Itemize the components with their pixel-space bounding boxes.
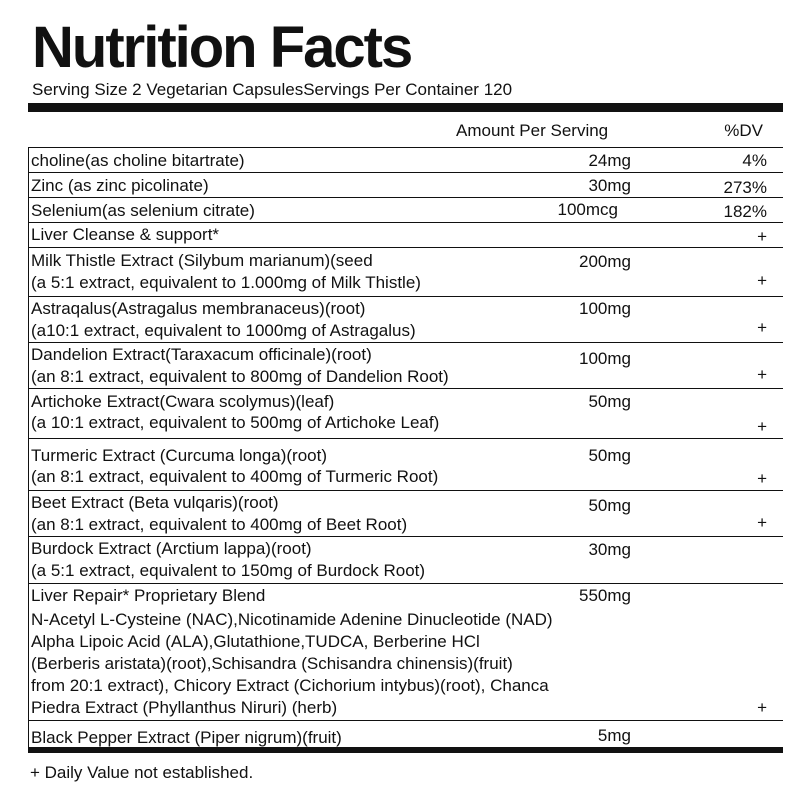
nutrient-amount: 100mg — [579, 299, 631, 318]
nutrient-row-selenium — [28, 198, 783, 222]
nutrient-name: Beet Extract (Beta vulqaris)(root) — [31, 493, 279, 512]
blend-ingredient-line: N-Acetyl L-Cysteine (NAC),Nicotinamide Adenine Dinucleotide (NAD) — [31, 610, 553, 629]
row-divider — [28, 490, 783, 491]
nutrient-amount: 5mg — [597, 726, 631, 745]
nutrient-dv: + — [757, 698, 767, 717]
nutrient-dv: + — [757, 227, 767, 246]
nutrient-detail: (a 10:1 extract, equivalent to 500mg of Artichoke Leaf) — [31, 413, 440, 432]
row-divider — [28, 247, 783, 248]
daily-value-header: %DV — [724, 121, 763, 140]
blend-ingredient-line: Alpha Lipoic Acid (ALA),Glutathione,TUDCA, Berberine HCl — [31, 632, 480, 651]
nutrient-row-choline — [28, 148, 783, 172]
bottom-thick-rule — [28, 747, 783, 753]
nutrient-dv: 4% — [742, 151, 767, 170]
nutrient-amount: 100mg — [579, 349, 631, 368]
nutrient-name: choline(as choline bitartrate) — [31, 151, 245, 170]
nutrient-dv: + — [757, 318, 767, 337]
nutrient-amount: 100mcg — [557, 200, 618, 219]
top-thick-rule — [28, 103, 783, 112]
nutrient-name: Turmeric Extract (Curcuma longa)(root) — [31, 446, 327, 465]
nutrient-detail: (a 5:1 extract, equivalent to 1.000mg of Milk Thistle) — [31, 273, 421, 292]
nutrient-detail: (an 8:1 extract, equivalent to 400mg of Beet Root) — [31, 515, 408, 534]
nutrient-dv: + — [757, 513, 767, 532]
nutrient-row-milk-thistle — [28, 248, 783, 296]
nutrient-row-turmeric — [28, 439, 783, 490]
nutrient-row-beet — [28, 491, 783, 536]
row-divider — [28, 388, 783, 389]
nutrient-name: Astraqalus(Astragalus membranaceus)(root) — [31, 299, 366, 318]
nutrient-dv: 182% — [723, 202, 767, 221]
blend-ingredient-line: from 20:1 extract), Chicory Extract (Cichorium intybus)(root), Chanca — [31, 676, 549, 695]
row-divider — [28, 296, 783, 297]
row-divider — [28, 222, 783, 223]
row-divider — [28, 197, 783, 198]
nutrient-dv: + — [757, 271, 767, 290]
nutrient-detail: (a 5:1 extract, equivalent to 150mg of Burdock Root) — [31, 561, 426, 580]
blend-ingredient-line: Piedra Extract (Phyllanthus Niruri) (herb) — [31, 698, 338, 717]
nutrient-row-astragalus — [28, 297, 783, 342]
blend-ingredient-line: (Berberis aristata)(root),Schisandra (Schisandra chinensis)(fruit) — [31, 654, 513, 673]
nutrient-name: Artichoke Extract(Cwara scolymus)(leaf) — [31, 392, 335, 411]
row-divider — [28, 147, 783, 148]
nutrient-amount: 50mg — [588, 496, 631, 515]
row-divider — [28, 720, 783, 721]
nutrient-row-liver-cleanse — [28, 223, 783, 247]
footnote: + Daily Value not established. — [30, 763, 254, 782]
nutrient-name: Selenium(as selenium citrate) — [31, 201, 255, 220]
nutrient-dv: + — [757, 417, 767, 436]
nutrient-name: Liver Repair* Proprietary Blend — [31, 586, 266, 605]
nutrient-name: Burdock Extract (Arctium lappa)(root) — [31, 539, 312, 558]
nutrient-row-liver-repair — [28, 584, 783, 720]
nutrient-dv: + — [757, 469, 767, 488]
nutrient-dv: + — [757, 365, 767, 384]
nutrient-dv: 273% — [723, 178, 767, 197]
nutrient-name: Dandelion Extract(Taraxacum officinale)(root) — [31, 345, 372, 364]
table-left-border — [28, 147, 29, 748]
nutrient-name: Milk Thistle Extract (Silybum marianum)(seed — [31, 251, 373, 270]
nutrient-detail: (an 8:1 extract, equivalent to 800mg of Dandelion Root) — [31, 367, 449, 386]
nutrient-amount: 24mg — [588, 151, 631, 170]
nutrient-amount: 50mg — [588, 446, 631, 465]
row-divider — [28, 438, 783, 439]
nutrient-detail: (a10:1 extract, equivalent to 1000mg of Astragalus) — [31, 321, 416, 340]
nutrient-amount: 50mg — [588, 392, 631, 411]
nutrient-row-dandelion — [28, 343, 783, 388]
serving-info: Serving Size 2 Vegetarian CapsulesServings Per Container 120 — [32, 80, 513, 99]
row-divider — [28, 583, 783, 584]
nutrient-detail: (an 8:1 extract, equivalent to 400mg of Turmeric Root) — [31, 467, 439, 486]
nutrient-row-burdock — [28, 537, 783, 583]
amount-per-serving-header: Amount Per Serving — [456, 121, 609, 140]
nutrient-amount: 30mg — [588, 540, 631, 559]
nutrient-amount: 550mg — [579, 586, 631, 605]
nutrient-row-artichoke — [28, 389, 783, 438]
nutrient-row-black-pepper — [28, 722, 783, 746]
nutrient-name: Black Pepper Extract (Piper nigrum)(fruit) — [31, 728, 342, 747]
row-divider — [28, 536, 783, 537]
nutrient-amount: 200mg — [579, 252, 631, 271]
nutrient-name: Liver Cleanse & support* — [31, 225, 220, 244]
nutrient-amount: 30mg — [588, 176, 631, 195]
page-title: Nutrition Facts — [32, 15, 412, 80]
nutrient-name: Zinc (as zinc picolinate) — [31, 176, 209, 195]
row-divider — [28, 342, 783, 343]
row-divider — [28, 172, 783, 173]
nutrient-row-zinc — [28, 173, 783, 197]
